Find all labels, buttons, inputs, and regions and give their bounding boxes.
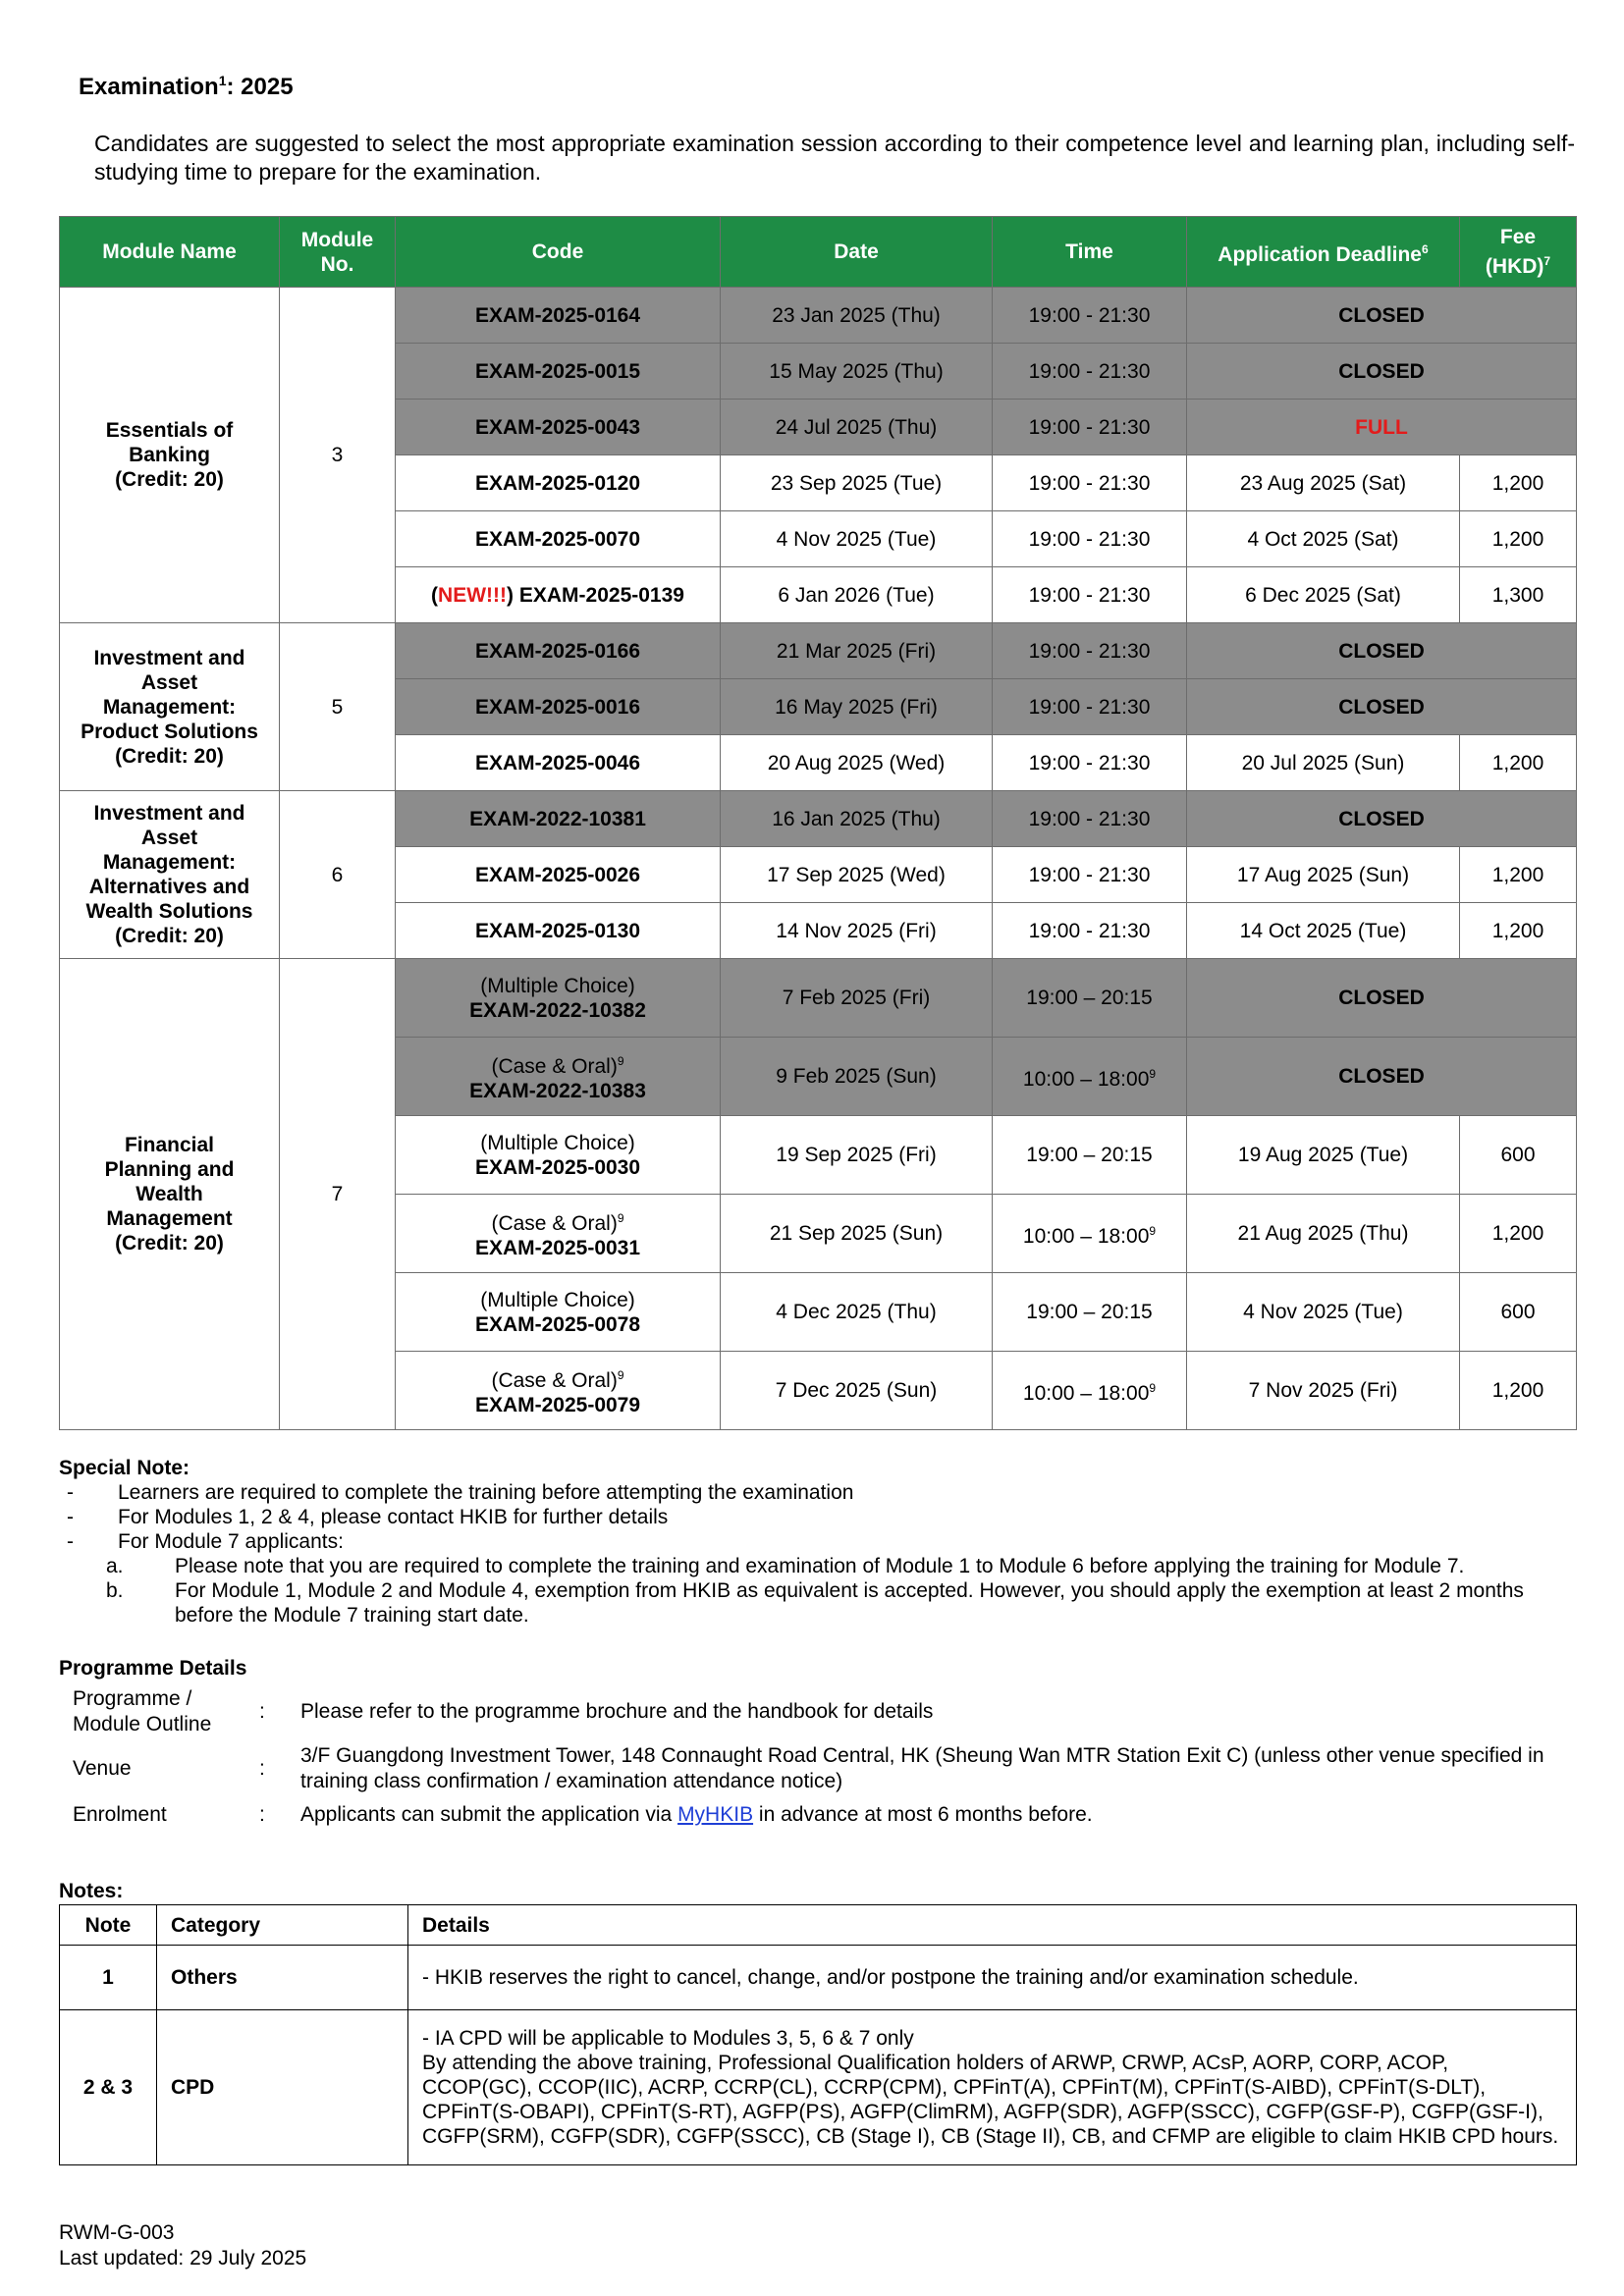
exam-code: EXAM-2025-0046 [396,735,721,791]
exam-time: 19:00 - 21:30 [993,511,1187,567]
exam-code: EXAM-2025-0015 [396,344,721,400]
special-note-list [59,1480,1571,1628]
exam-code: EXAM-2025-0120 [396,455,721,511]
exam-fee: 1,200 [1460,511,1577,567]
exam-time: 19:00 - 21:30 [993,623,1187,679]
status-closed: CLOSED [1187,959,1577,1038]
exam-time: 19:00 - 21:30 [993,344,1187,400]
exam-date: 7 Feb 2025 (Fri) [721,959,993,1038]
exam-fee: 600 [1460,1273,1577,1352]
page-heading: Examination$^1$: 2025 [79,73,294,100]
application-deadline: 6 Dec 2025 (Sat) [1187,567,1460,623]
notes-table [59,1904,1577,2165]
exam-date: 7 Dec 2025 (Sun) [721,1352,993,1430]
exam-fee: 1,200 [1460,847,1577,903]
module-no-cell: 3 [280,288,396,623]
table-row [60,288,1577,344]
application-deadline: 14 Oct 2025 (Tue) [1187,903,1460,959]
exam-time: 10:00 – $18:00^9$ [993,1038,1187,1116]
list-item: - Learners are required to complete the training before attempting the examination [67,1481,854,1504]
module-no-cell: 6 [280,791,396,959]
header-category: Category [157,1905,408,1946]
detail-value: Please refer to the programme brochure and the handbook for details [300,1700,934,1723]
exam-date: 23 Jan 2025 (Thu) [721,288,993,344]
list-item: a. Please note that you are required to complete the training and examination of Module 1 to Module 6 before applying the training for Module 7. [106,1555,1465,1577]
exam-date: 24 Jul 2025 (Thu) [721,400,993,455]
new-tag: NEW!!! [438,583,508,607]
module-name-cell: Investment and Asset Management: Product Solutions (Credit: 20) [60,623,280,791]
status-closed: CLOSED [1187,344,1577,400]
application-deadline: 21 Aug 2025 (Thu) [1187,1195,1460,1273]
note-category: CPD [157,2010,408,2165]
exam-date: 16 Jan 2025 (Thu) [721,791,993,847]
exam-fee: 1,200 [1460,735,1577,791]
document-code: RWM-G-003 [59,2221,175,2244]
status-closed: CLOSED [1187,791,1577,847]
list-item: - For Modules 1, 2 & 4, please contact HKIB for further details [67,1506,669,1528]
status-closed: CLOSED [1187,288,1577,344]
exam-code: EXAM-2025-0026 [396,847,721,903]
table-row [60,1946,1577,2010]
exam-date: 21 Mar 2025 (Fri) [721,623,993,679]
exam-time: 19:00 - 21:30 [993,791,1187,847]
application-deadline: 7 Nov 2025 (Fri) [1187,1352,1460,1430]
exam-fee: 1,200 [1460,1352,1577,1430]
header-details: Details [408,1905,1577,1946]
exam-date: 4 Nov 2025 (Tue) [721,511,993,567]
module-no-cell: 7 [280,959,396,1430]
exam-time: 19:00 - 21:30 [993,735,1187,791]
detail-value: Applicants can submit the application via MyHKIB in advance at most 6 months before. [300,1803,1093,1826]
notes-title: Notes: [59,1880,124,1902]
detail-row-venue: Venue : 3/F Guangdong Investment Tower, 148 Connaught Road Central, HK (Sheung Wan MTR Station Exit C) (unless other venue specified in training class confirmation / examination attendance notice) [59,1743,1577,1798]
exam-code: (Case & Oral)$^9$ EXAM-2025-0079 [396,1352,721,1430]
exam-time: 19:00 – 20:15 [993,1273,1187,1352]
exam-date: 19 Sep 2025 (Fri) [721,1116,993,1195]
detail-row-enrolment: Enrolment : Applicants can submit the application via MyHKIB in advance at most 6 months before. [59,1802,1577,1832]
exam-time: 10:00 – $18:00^9$ [993,1195,1187,1273]
status-closed: CLOSED [1187,623,1577,679]
programme-details [59,1686,1577,1832]
exam-date: 4 Dec 2025 (Thu) [721,1273,993,1352]
header-time: Time [993,217,1187,288]
detail-value: 3/F Guangdong Investment Tower, 148 Connaught Road Central, HK (Sheung Wan MTR Station Exit C) (unless other venue specified in training class confirmation / examination attendance notice) [300,1744,1544,1792]
status-full: FULL [1187,400,1577,455]
header-module-no: Module No. [280,217,396,288]
exam-time: 19:00 - 21:30 [993,847,1187,903]
exam-date: 15 May 2025 (Thu) [721,344,993,400]
exam-date: 20 Aug 2025 (Wed) [721,735,993,791]
header-fee: Fee (HKD)$^7$ [1460,217,1577,288]
application-deadline: 17 Aug 2025 (Sun) [1187,847,1460,903]
exam-code: (Case & Oral)$^9$ EXAM-2022-10383 [396,1038,721,1116]
table-header-row [60,1905,1577,1946]
intro-paragraph: Candidates are suggested to select the most appropriate examination session according to their competence level and learning plan, including self-studying time to prepare for the examination. [94,131,1575,185]
list-item: b. For Module 1, Module 2 and Module 4, exemption from HKIB as equivalent is accepted. However, you should apply the exemption at least 2 months before the Module 7 training start date. [106,1579,1524,1627]
exam-fee: 1,200 [1460,455,1577,511]
header-code: Code [396,217,721,288]
exam-code: (Case & Oral)$^9$ EXAM-2025-0031 [396,1195,721,1273]
application-deadline: 4 Oct 2025 (Sat) [1187,511,1460,567]
footer [59,2220,306,2271]
footnote-marker: 1 [218,73,227,88]
note-number: 2 & 3 [60,2010,157,2165]
exam-code: EXAM-2025-0166 [396,623,721,679]
exam-date: 14 Nov 2025 (Fri) [721,903,993,959]
note-number: 1 [60,1946,157,2010]
application-deadline: 20 Jul 2025 (Sun) [1187,735,1460,791]
exam-fee: 1,300 [1460,567,1577,623]
exam-date: 6 Jan 2026 (Tue) [721,567,993,623]
myhkib-link[interactable]: MyHKIB [677,1803,754,1826]
detail-label: Programme / Module Outline [73,1687,212,1735]
exam-code: EXAM-2025-0043 [396,400,721,455]
examination-schedule-table [59,216,1577,1430]
exam-date: 17 Sep 2025 (Wed) [721,847,993,903]
exam-fee: 1,200 [1460,1195,1577,1273]
module-name-cell: Financial Planning and Wealth Management (Credit: 20) [60,959,280,1430]
table-header-row [60,217,1577,288]
note-details: - HKIB reserves the right to cancel, change, and/or postpone the training and/or examination schedule. [408,1946,1577,2010]
exam-time: 19:00 - 21:30 [993,400,1187,455]
detail-label: Venue [73,1757,132,1780]
note-category: Others [157,1946,408,2010]
exam-code: (Multiple Choice) EXAM-2025-0030 [396,1116,721,1195]
header-note: Note [60,1905,157,1946]
module-no-cell: 5 [280,623,396,791]
exam-code: (Multiple Choice) EXAM-2025-0078 [396,1273,721,1352]
detail-row-outline: Programme / Module Outline : Please refer to the programme brochure and the handbook for details [59,1686,1577,1737]
header-date: Date [721,217,993,288]
header-deadline: Application Deadline$^6$ [1187,217,1460,288]
exam-date: 23 Sep 2025 (Tue) [721,455,993,511]
exam-time: 19:00 – 20:15 [993,1116,1187,1195]
last-updated: Last updated: 29 July 2025 [59,2247,307,2269]
exam-fee: 600 [1460,1116,1577,1195]
exam-code: EXAM-2025-0164 [396,288,721,344]
header-module-name: Module Name [60,217,280,288]
programme-details-title: Programme Details [59,1657,247,1680]
exam-date: 21 Sep 2025 (Sun) [721,1195,993,1273]
exam-time: 10:00 – $18:00^9$ [993,1352,1187,1430]
special-note-title: Special Note: [59,1457,190,1479]
table-row [60,2010,1577,2165]
application-deadline: 4 Nov 2025 (Tue) [1187,1273,1460,1352]
exam-date: 16 May 2025 (Fri) [721,679,993,735]
table-row [60,791,1577,847]
status-closed: CLOSED [1187,1038,1577,1116]
exam-code: EXAM-2025-0016 [396,679,721,735]
exam-time: 19:00 - 21:30 [993,567,1187,623]
exam-time: 19:00 - 21:30 [993,288,1187,344]
exam-code: EXAM-2022-10381 [396,791,721,847]
note-details: - IA CPD will be applicable to Modules 3, 5, 6 & 7 only By attending the above training, Professional Qualification holders of ARWP, CRWP, ACsP, AORP, CORP, ACOP, CCOP(GC), CCOP(IIC), ACRP, CCRP(CL), CCRP(CPM), CPFinT(A), CPFinT(M), CPFinT(S-AIBD), CPFinT(S-DLT), CPFinT(S-OBAPI), CPFinT(S-RT), AGFP(PS), AGFP(ClimRM), AGFP(SDR), AGFP(SSCC), CGFP(GSF-P), CGFP(GSF-I), CGFP(SRM), CGFP(SDR), CGFP(SSCC), CB (Stage I), CB (Stage II), CB, and CFMP are eligible to claim HKIB CPD hours. [408,2010,1577,2165]
detail-label: Enrolment [73,1803,167,1826]
module-name-cell: Essentials of Banking (Credit: 20) [60,288,280,623]
module-name-cell: Investment and Asset Management: Alternatives and Wealth Solutions (Credit: 20) [60,791,280,959]
exam-code: EXAM-2025-0070 [396,511,721,567]
application-deadline: 19 Aug 2025 (Tue) [1187,1116,1460,1195]
exam-time: 19:00 - 21:30 [993,455,1187,511]
exam-time: 19:00 - 21:30 [993,903,1187,959]
application-deadline: 23 Aug 2025 (Sat) [1187,455,1460,511]
exam-date: 9 Feb 2025 (Sun) [721,1038,993,1116]
list-item: - For Module 7 applicants: [67,1530,344,1553]
table-row [60,959,1577,1038]
exam-code-new: (NEW!!!) EXAM-2025-0139 [396,567,721,623]
table-row [60,623,1577,679]
exam-time: 19:00 - 21:30 [993,679,1187,735]
exam-code: (Multiple Choice) EXAM-2022-10382 [396,959,721,1038]
exam-time: 19:00 – 20:15 [993,959,1187,1038]
exam-code: EXAM-2025-0130 [396,903,721,959]
status-closed: CLOSED [1187,679,1577,735]
exam-fee: 1,200 [1460,903,1577,959]
